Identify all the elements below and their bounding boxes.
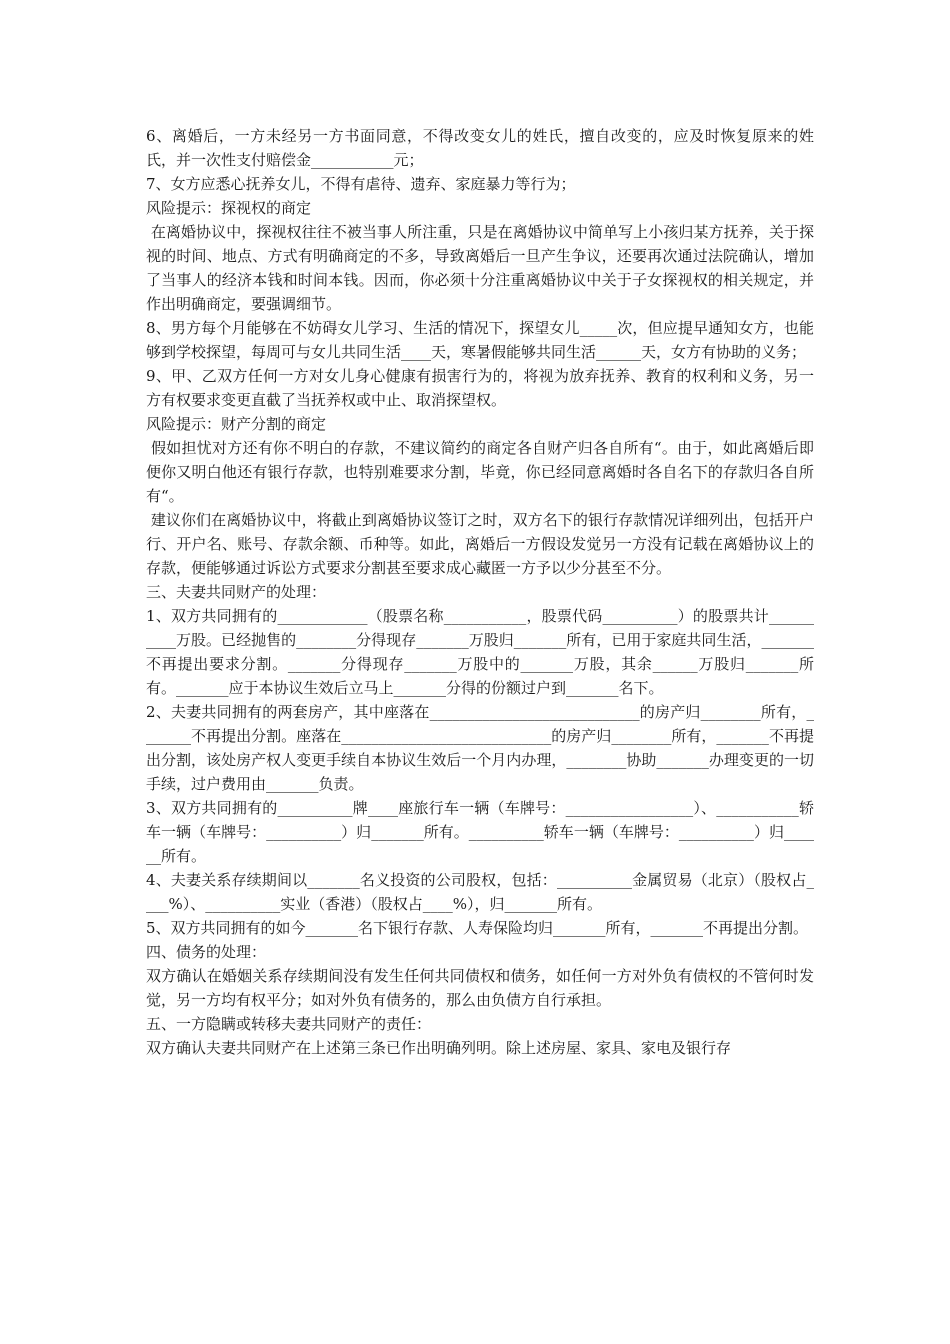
clause-6-surname: 6、离婚后，一方未经另一方书面同意，不得改变女儿的姓氏，擅自改变的，应及时恢复原来的姓氏，并一次性支付赔偿金___________元； <box>146 127 814 169</box>
section-5-heading: 五、一方隐瞒或转移夫妻共同财产的责任： <box>146 1015 432 1033</box>
clause-7-care: 7、女方应悉心抚养女儿，不得有虐待、遗弃、家庭暴力等行为； <box>146 175 576 193</box>
clause-3-1-stocks: 1、双方共同拥有的____________（股票名称___________，股票代码__________）的股票共计__________万股。已经抛售的________分得现存_______万股归_______所有，已用于家庭共同生活，_______不再提出要求分割。_______分得现存_______万股中的_______万股，其余______万股归_______所有。_______应于本协议生效后立马上_______分得的份额过户到_______名下。 <box>146 607 814 697</box>
clause-9-harm: 9、甲、乙双方任何一方对女儿身心健康有损害行为的，将视为放弃抚养、教育的权利和义务，另一方有权要求变更直截了当抚养权或中止、取消探望权。 <box>146 367 814 409</box>
section-4-heading: 四、债务的处理： <box>146 943 267 961</box>
risk-text-property-1: 假如担忧对方还有你不明白的存款，不建议简约的商定各自财产归各自所有“。由于，如此离婚后即便你又明白他还有银行存款，也特别难要求分割，毕竟，你已经同意离婚时各自名下的存款归各自所有“。 <box>146 439 814 505</box>
section-4-text: 双方确认在婚姻关系存续期间没有发生任何共同债权和债务，如任何一方对外负有债权的不管何时发觉，另一方均有权平分；如对外负有债务的，那么由负债方自行承担。 <box>146 967 814 1009</box>
section-3-heading: 三、夫妻共同财产的处理： <box>146 583 327 601</box>
risk-heading-property: 风险提示：财产分割的商定 <box>146 415 327 433</box>
clause-3-3-vehicles: 3、双方共同拥有的__________牌____座旅行车一辆（车牌号：_________________）、___________轿车一辆（车牌号：__________）归_______所有。__________轿车一辆（车牌号：__________）归______所有。 <box>146 799 814 865</box>
risk-heading-visitation: 风险提示：探视权的商定 <box>146 199 312 217</box>
clause-3-5-deposits: 5、双方共同拥有的如今_______名下银行存款、人寿保险均归_______所有，_______不再提出分割。 <box>146 919 809 937</box>
clause-8-visitation: 8、男方每个月能够在不妨碍女儿学习、生活的情况下，探望女儿_____次，但应提早通知女方，也能够到学校探望，每周可与女儿共同生活____天，寒暑假能够共同生活______天，女方有协助的义务； <box>146 319 814 361</box>
clause-3-4-equity: 4、夫妻关系存续期间以_______名义投资的公司股权，包括：__________金属贸易（北京）（股权占____%）、__________实业（香港）（股权占____%），归_______所有。 <box>146 871 814 913</box>
document-page <box>146 124 814 1060</box>
clause-3-2-houses: 2、夫妻共同拥有的两套房产，其中座落在____________________________的房产归________所有，_______不再提出分割。座落在____________________________的房产归________所有，_______不再提出分割，该处房产权人变更手续自本协议生效后一个月内办理，________协助_______办理变更的一切手续，过户费用由_______负责。 <box>146 703 814 793</box>
risk-text-visitation: 在离婚协议中，探视权往往不被当事人所注重，只是在离婚协议中简单写上小孩归某方抚养，关于探视的时间、地点、方式有明确商定的不多，导致离婚后一旦产生争议，还要再次通过法院确认，增加了当事人的经济本钱和时间本钱。因而，你必须十分注重离婚协议中关于子女探视权的相关规定，并作出明确商定，要强调细节。 <box>146 223 814 313</box>
section-5-text: 双方确认夫妻共同财产在上述第三条已作出明确列明。除上述房屋、家具、家电及银行存 <box>146 1039 732 1057</box>
risk-text-property-2: 建议你们在离婚协议中，将截止到离婚协议签订之时，双方名下的银行存款情况详细列出，包括开户行、开户名、账号、存款余额、币种等。如此，离婚后一方假设发觉另一方没有记载在离婚协议上的存款，便能够通过诉讼方式要求分割甚至要求成心藏匿一方予以少分甚至不分。 <box>146 511 814 577</box>
